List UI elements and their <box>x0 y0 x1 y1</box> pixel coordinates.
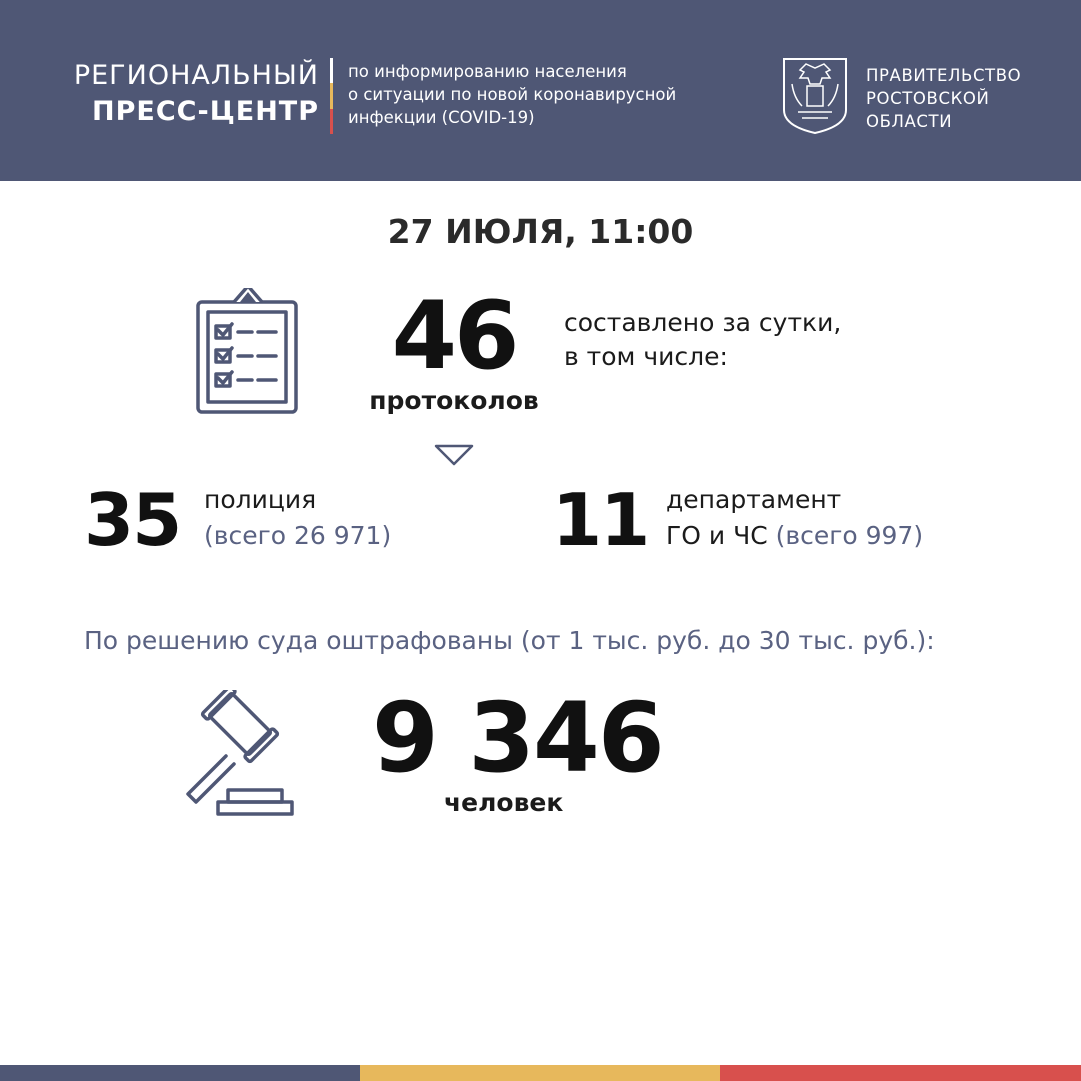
clipboard-checklist-icon <box>196 288 300 416</box>
mchs-label-line2-wrap <box>666 518 923 554</box>
government-name-line: ПРАВИТЕЛЬСТВО <box>866 66 1022 85</box>
mchs-label-line2: ГО и ЧС <box>666 521 768 550</box>
gavel-icon <box>178 690 300 818</box>
protocols-description-line: составлено за сутки, <box>564 308 842 337</box>
police-label: полиция <box>204 485 317 514</box>
court-decision-text: По решению суда оштрафованы (от 1 тыс. руб. до 30 тыс. руб.): <box>84 626 935 655</box>
header-banner <box>0 0 1081 181</box>
fined-count: 9 346 <box>372 682 663 794</box>
police-count: 35 <box>84 478 181 562</box>
government-name-line: РОСТОВСКОЙ <box>866 89 990 108</box>
coat-of-arms-icon <box>780 56 850 136</box>
footer-stripe-red <box>720 1065 1081 1081</box>
mchs-count: 11 <box>552 478 649 562</box>
mchs-label-block <box>666 482 923 554</box>
brand-divider <box>330 58 333 134</box>
protocols-total: 46 <box>391 282 517 391</box>
mchs-total-note: (всего 997) <box>775 521 924 550</box>
footer-stripe-yellow <box>360 1065 720 1081</box>
mchs-label-line1: департамент <box>666 485 842 514</box>
government-name <box>866 64 1021 133</box>
government-name-line: ОБЛАСТИ <box>866 112 953 131</box>
protocols-unit: протоколов <box>369 386 539 415</box>
police-total-note: (всего 26 971) <box>204 521 392 550</box>
brand-subtitle-line: инфекции (COVID-19) <box>348 108 535 127</box>
police-label-block <box>204 482 391 554</box>
down-triangle-icon <box>434 444 474 466</box>
report-date: 27 ИЮЛЯ, 11:00 <box>387 212 694 251</box>
brand-title-line2: ПРЕСС-ЦЕНТР <box>92 96 319 127</box>
fined-unit: человек <box>444 788 564 817</box>
brand-subtitle <box>348 60 676 129</box>
protocols-description <box>564 306 841 374</box>
brand-subtitle-line: по информированию населения <box>348 62 627 81</box>
brand-title-line1: РЕГИОНАЛЬНЫЙ <box>73 60 319 91</box>
protocols-description-line: в том числе: <box>564 342 728 371</box>
footer-stripe-blue <box>0 1065 360 1081</box>
brand-subtitle-line: о ситуации по новой коронавирусной <box>348 85 677 104</box>
